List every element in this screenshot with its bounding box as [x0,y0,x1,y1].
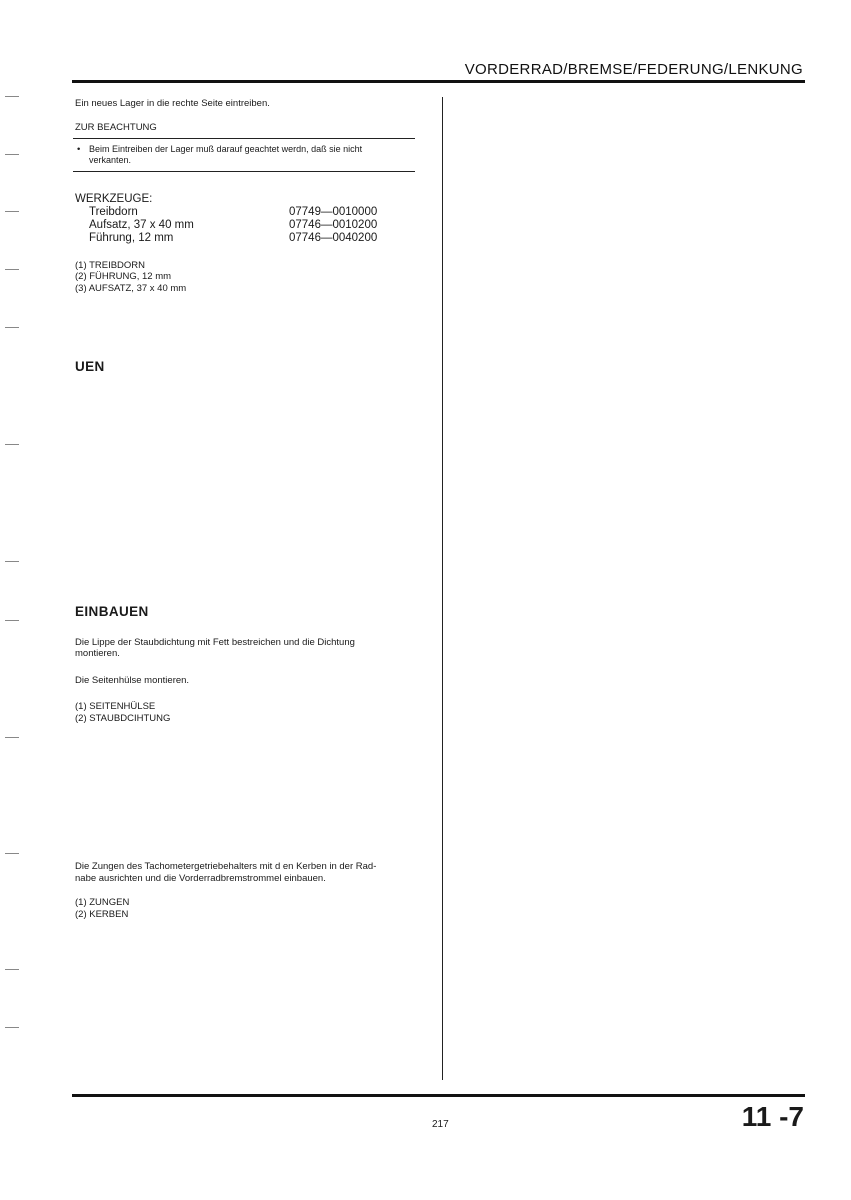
margin-mark [5,737,19,738]
tool-code: 07749—0010000 [289,206,378,218]
tool-name: Treibdorn [89,206,138,218]
section-header-title: VORDERRAD/BREMSE/FEDERUNG/LENKUNG [464,61,803,78]
legend-item: (1) ZUNGEN [75,897,130,908]
margin-mark [5,561,19,562]
install-text-sleeve: Die Seitenhülse montieren. [75,675,190,686]
tools-title: WERKZEUGE: [75,193,153,205]
margin-mark [5,211,19,212]
legend-item: (2) STAUBDCIHTUNG [75,713,171,724]
legend-item: (1) SEITENHÜLSE [75,701,156,712]
page-number: 217 [432,1119,449,1130]
note-text-line-1: Beim Eintreiben der Lager muß darauf geachtet werdn, daß sie nicht [89,144,363,154]
margin-mark [5,1027,19,1028]
section-heading-uen: UEN [75,359,105,374]
install-text-tongues-line-1: Die Zungen des Tachometergetriebehalters mit d en Kerben in der Rad- [75,861,377,872]
header-rule [72,80,805,83]
margin-mark [5,269,19,270]
margin-mark [5,444,19,445]
footer-rule [72,1094,805,1097]
note-bullet: • [77,144,81,155]
margin-mark [5,969,19,970]
legend-item: (2) FÜHRUNG, 12 mm [75,271,172,282]
column-divider [442,97,443,1080]
legend-item: (3) AUFSATZ, 37 x 40 mm [75,283,187,294]
note-text-line-2: verkanten. [89,155,132,165]
margin-mark [5,853,19,854]
install-text-line-1: Die Lippe der Staubdichtung mit Fett bestreichen und die Dichtung [75,637,355,648]
margin-mark [5,327,19,328]
legend-item: (2) KERBEN [75,909,129,920]
install-text-tongues-line-2: nabe ausrichten und die Vorderradbremstrommel einbauen. [75,873,326,884]
tool-code: 07746—0010200 [289,219,378,231]
margin-mark [5,620,19,621]
margin-mark [5,96,19,97]
tool-name: Aufsatz, 37 x 40 mm [89,219,194,231]
section-heading-einbauen: EINBAUEN [75,604,149,619]
install-text-line-2: montieren. [75,648,120,659]
tool-code: 07746—0040200 [289,232,378,244]
intro-text: Ein neues Lager in die rechte Seite eintreiben. [75,98,270,109]
chapter-page-number: 11 -7 [741,1101,804,1132]
note-label: ZUR BEACHTUNG [75,122,157,133]
note-bottom-rule [73,171,415,172]
tool-name: Führung, 12 mm [89,232,174,244]
margin-mark [5,154,19,155]
note-top-rule [73,138,415,139]
legend-item: (1) TREIBDORN [75,260,146,271]
